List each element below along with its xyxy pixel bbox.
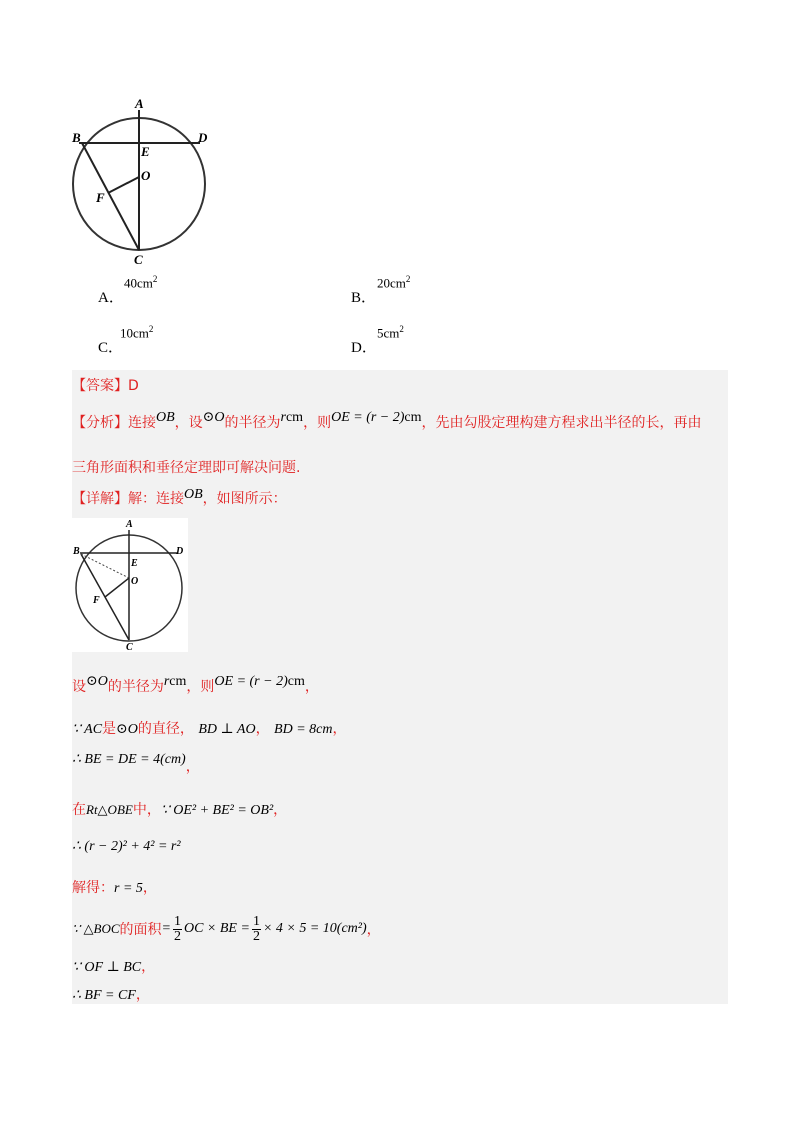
circle-figure-2 <box>72 518 188 652</box>
label-a-2: A <box>126 519 133 530</box>
chord-bc <box>82 143 139 250</box>
analysis-text-3: 的半径为 <box>224 415 281 431</box>
label-o-2: O <box>131 576 139 587</box>
step-2-text-2: 的直径， <box>137 721 194 737</box>
figure-2-background <box>72 518 188 652</box>
step-8-text: ， <box>141 959 156 975</box>
option-a-letter: A． <box>98 290 124 306</box>
step-9 <box>72 984 150 1004</box>
analysis-text-4: ，则 <box>303 415 332 431</box>
option-a-sup: 2 <box>152 274 158 284</box>
analysis-math-ob: OB <box>156 410 175 425</box>
fraction-half-1 <box>173 915 182 944</box>
step-2-math-bd-len: BD = 8cm <box>274 722 333 737</box>
detail-math-ob: OB <box>184 487 203 502</box>
analysis-math-r-var: r <box>280 410 286 425</box>
step-7-math-oc-be: OC × BE = <box>183 921 250 936</box>
step-1-math-r <box>164 673 187 689</box>
step-1 <box>72 676 319 696</box>
option-d-value <box>377 324 404 341</box>
step-5-math: ∴ (r − 2)² + 4² = r² <box>72 839 181 854</box>
analysis-text-5: ，先由勾股定理构建方程求出半径的长，再由 <box>421 415 702 431</box>
step-7-text-2: ， <box>366 922 381 938</box>
label-a: A <box>135 96 144 111</box>
option-c-value-text: 10cm <box>120 325 149 341</box>
analysis-math-oe-unit: cm <box>404 410 422 425</box>
step-4 <box>72 799 287 819</box>
step-1-text-2: 的半径为 <box>107 679 164 695</box>
step-6-text-1: 解得： <box>72 880 114 896</box>
step-7-math-eq: = <box>161 921 171 936</box>
step-3-math: ∴ BE = DE = 4(cm) <box>72 752 186 767</box>
step-1-text-3: ，则 <box>186 679 215 695</box>
analysis-math-circle: ⊙O <box>202 410 225 425</box>
detail-line <box>72 488 287 508</box>
option-a-value <box>124 274 157 291</box>
option-b-value-text: 20cm <box>377 275 406 291</box>
answer-value: D <box>128 378 139 394</box>
step-7-text-1: 的面积 <box>119 922 162 938</box>
step-6-text-2: ， <box>142 880 157 896</box>
label-b: B <box>72 130 81 145</box>
step-7-math-result: × 4 × 5 = 10(cm²) <box>262 921 367 936</box>
option-d-value-text: 5cm <box>377 325 400 341</box>
analysis-math-r <box>281 409 304 425</box>
step-8 <box>72 956 155 976</box>
step-5 <box>72 838 181 855</box>
label-d-2: D <box>176 546 184 557</box>
step-2-math-circle: ⊙O <box>116 722 138 737</box>
step-1-math-oe-expr: OE = (r − 2) <box>214 674 288 689</box>
fraction-2-den: 2 <box>252 928 260 944</box>
option-c-sup: 2 <box>148 324 154 334</box>
option-d-letter: D． <box>351 340 377 356</box>
label-f-2: F <box>93 595 100 606</box>
step-1-math-r-unit: cm <box>169 674 187 689</box>
label-e: E <box>141 144 150 159</box>
fraction-1-den: 2 <box>173 928 181 944</box>
step-4-text-3: ， <box>273 802 288 818</box>
label-c: C <box>134 252 143 267</box>
step-1-math-oe-unit: cm <box>287 674 305 689</box>
label-d: D <box>198 130 208 145</box>
step-3 <box>72 748 200 775</box>
analysis-text-2: ，设 <box>174 415 203 431</box>
step-4-text-2: 中， <box>132 802 161 818</box>
detail-text-1: 解：连接 <box>128 491 184 507</box>
circle-figure-1 <box>62 92 222 268</box>
label-b-2: B <box>73 546 80 557</box>
step-2-text-3: ， <box>255 721 270 737</box>
step-7-math-triangle: ∵ △BOC <box>72 921 120 936</box>
step-4-text-1: 在 <box>72 802 86 818</box>
step-1-math-r-var: r <box>163 674 170 689</box>
step-2-math-bd-perp: BD ⊥ AO <box>198 722 256 737</box>
step-2 <box>72 718 346 738</box>
step-6 <box>72 877 157 897</box>
detail-text-2: ，如图所示： <box>202 491 287 507</box>
step-3-text: ， <box>185 759 200 775</box>
step-4-math-pythagoras: ∵ OE² + BE² = OB² <box>160 803 274 818</box>
option-b-sup: 2 <box>405 274 411 284</box>
step-9-math: ∴ BF = CF <box>72 988 136 1003</box>
step-6-math: r = 5 <box>114 881 143 896</box>
option-b-letter: B． <box>351 290 377 306</box>
step-4-math-triangle: Rt△OBE <box>86 802 133 817</box>
option-a-value-text: 40cm <box>124 275 153 291</box>
label-o: O <box>141 168 151 183</box>
label-e-2: E <box>131 558 138 569</box>
label-f: F <box>96 190 105 205</box>
option-c-value <box>120 324 153 341</box>
analysis-text-1: 连接 <box>128 415 156 431</box>
step-1-text-1: 设 <box>72 679 86 695</box>
fraction-2-num: 1 <box>252 913 260 929</box>
analysis-math-r-unit: cm <box>285 410 304 425</box>
segment-of <box>108 177 139 193</box>
step-2-text-4: ， <box>332 721 347 737</box>
step-9-text: ， <box>135 987 150 1003</box>
step-1-math-oe <box>214 673 304 689</box>
step-1-text-4: ， <box>304 679 319 695</box>
detail-tag: 【详解】 <box>72 491 128 507</box>
analysis-tag: 【分析】 <box>72 415 128 431</box>
analysis-math-oe-expr: OE = (r − 2) <box>331 410 405 425</box>
option-b-value <box>377 274 410 291</box>
step-2-math-ac: ∵ AC <box>72 722 103 737</box>
fraction-half-2 <box>252 915 261 944</box>
step-8-math: ∵ OF ⊥ BC <box>72 960 142 975</box>
step-7 <box>72 912 381 946</box>
step-2-text-1: 是 <box>102 721 117 737</box>
analysis-line-2: 三角形面积和垂径定理即可解决问题. <box>72 460 301 476</box>
option-c-letter: C． <box>98 340 124 356</box>
analysis-line-1 <box>72 412 702 432</box>
label-c-2: C <box>126 642 133 652</box>
option-d-sup: 2 <box>399 324 404 334</box>
answer-line <box>72 375 139 395</box>
analysis-math-oe <box>331 409 421 425</box>
answer-tag: 【答案】 <box>72 378 128 394</box>
fraction-1-num: 1 <box>173 913 181 929</box>
step-1-math-circle: ⊙O <box>86 674 108 689</box>
